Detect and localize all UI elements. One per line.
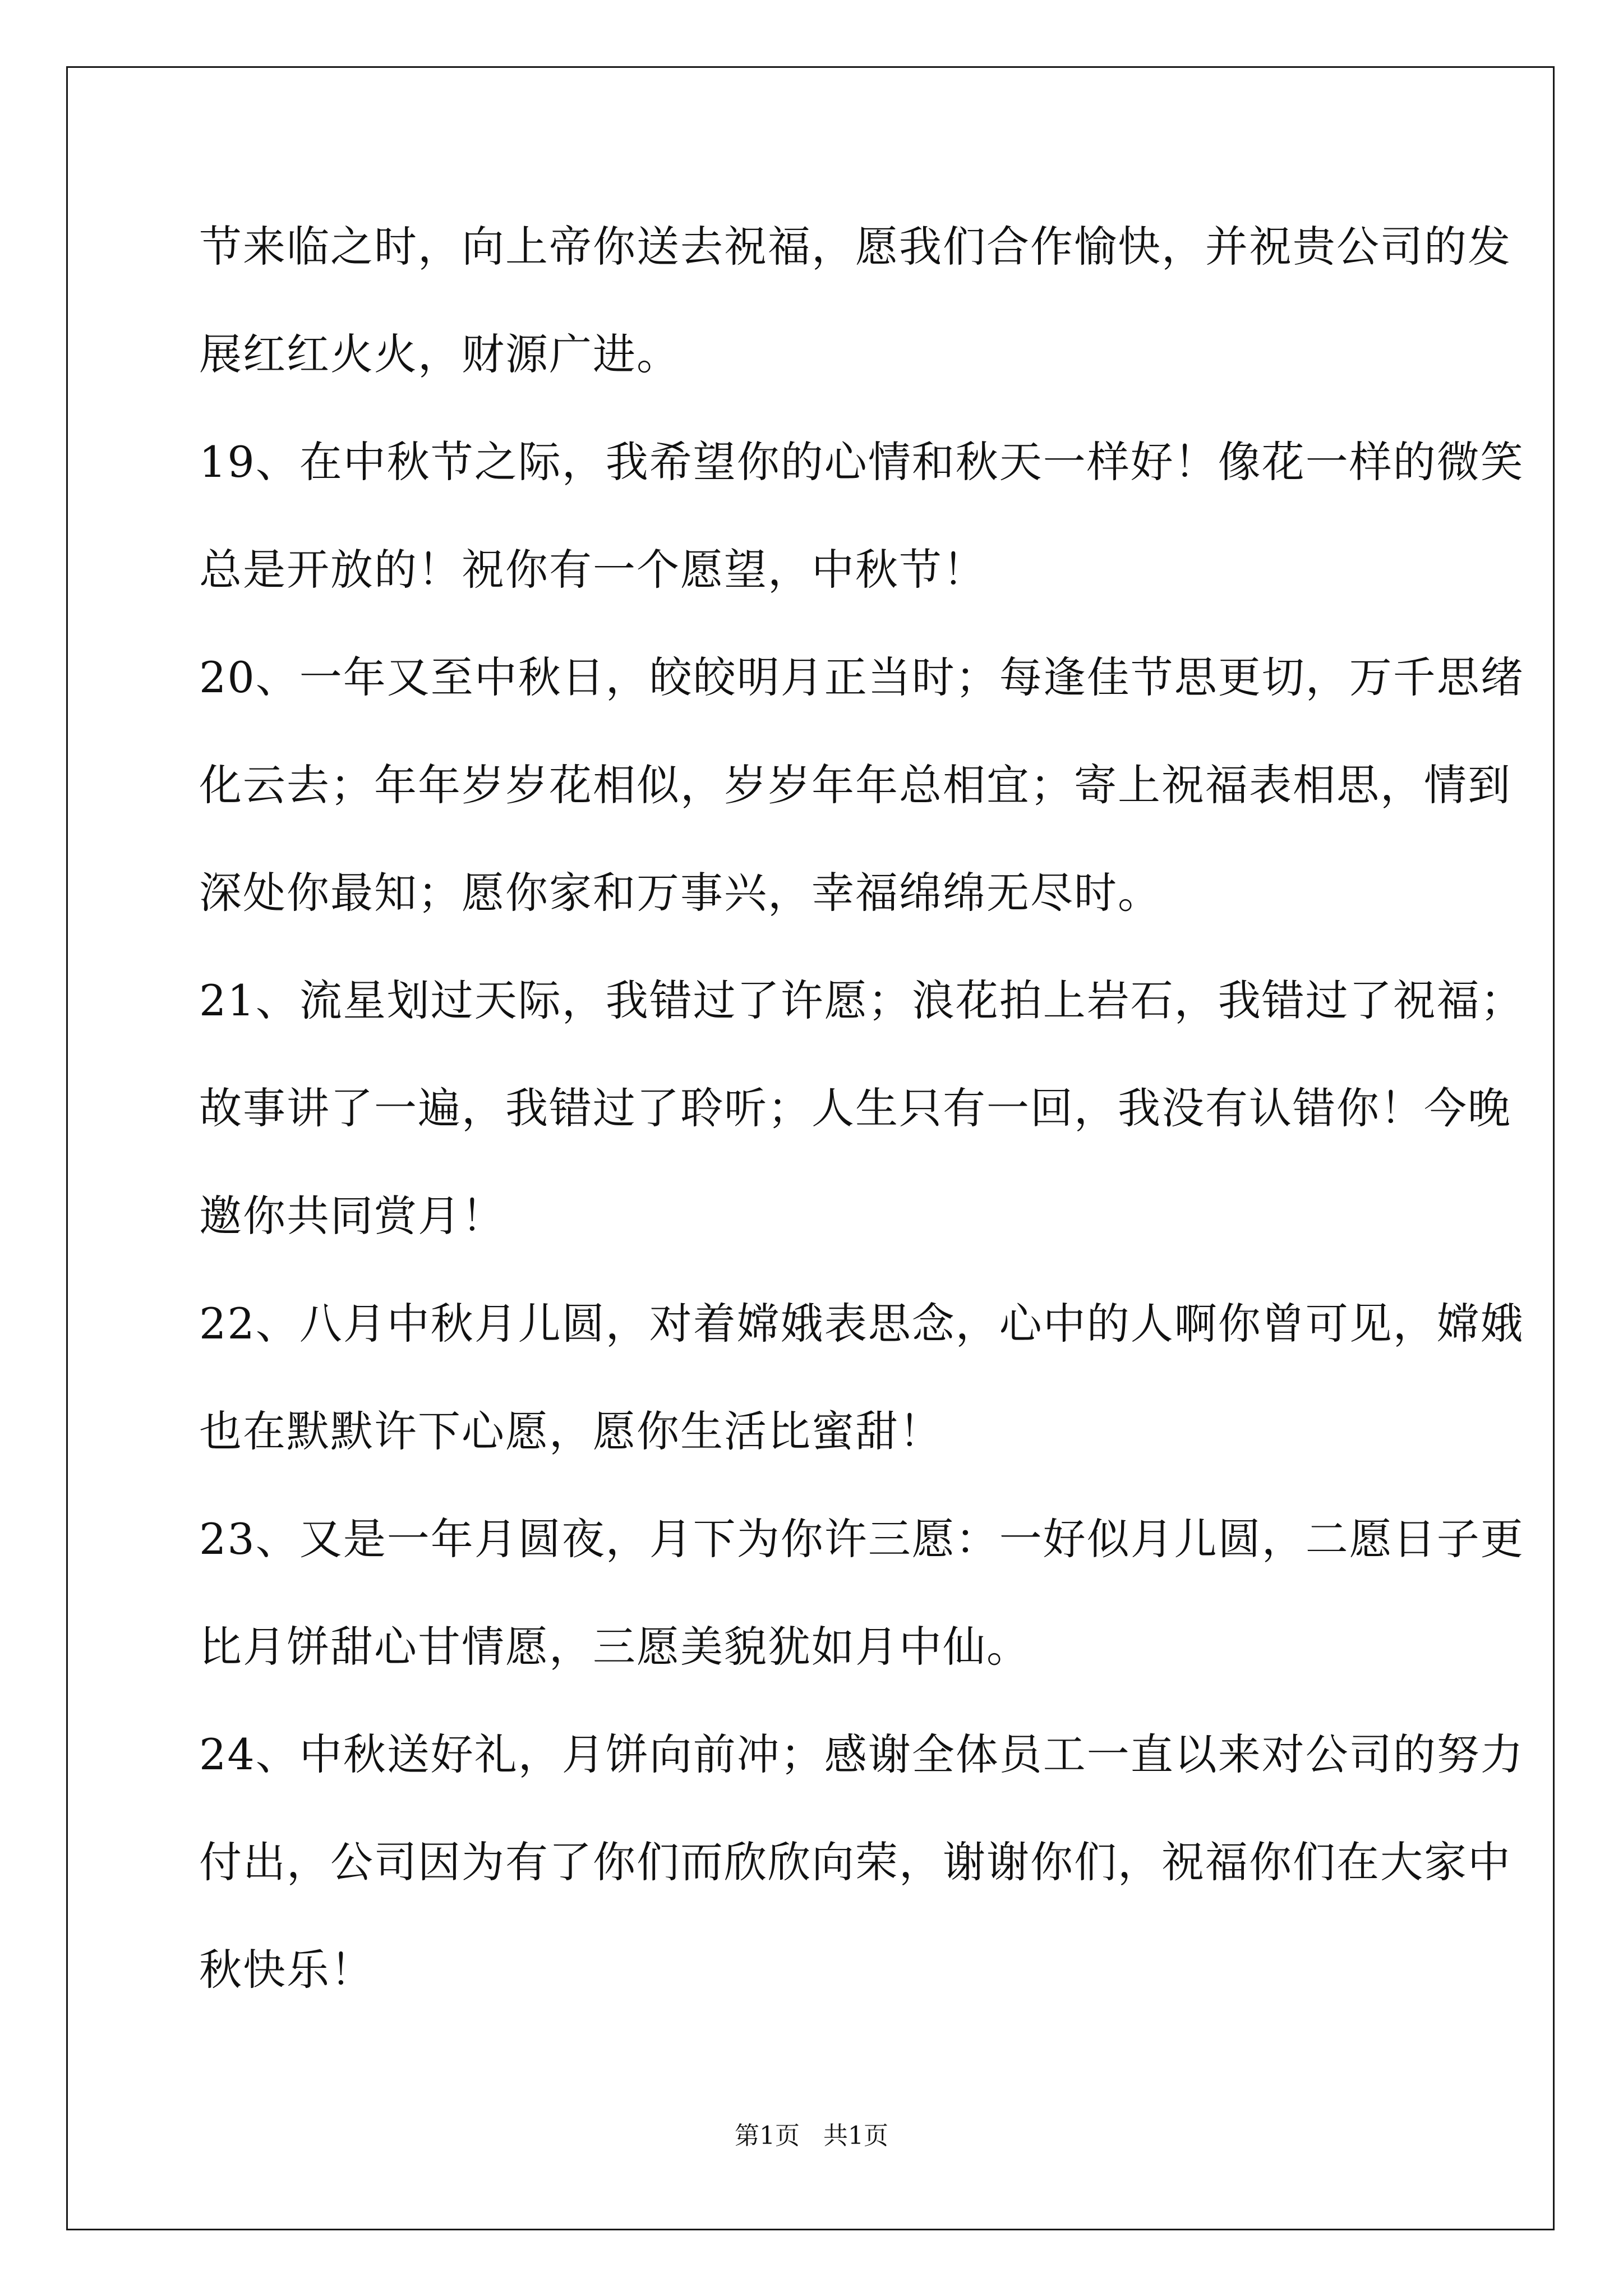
text-line: 故事讲了一遍，我错过了聆听；人生只有一回，我没有认错你！今晚 (199, 1083, 1511, 1133)
text-line: 化云去；年年岁岁花相似，岁岁年年总相宜；寄上祝福表相思，情到 (199, 760, 1511, 810)
page-number-footer: 第1页 共1页 (735, 2122, 888, 2150)
text-line: 展红红火火，财源广进。 (199, 329, 680, 379)
text-line: 21、流星划过天际，我错过了许愿；浪花拍上岩石，我错过了祝福； (199, 976, 1524, 1025)
text-line: 付出，公司因为有了你们而欣欣向荣，谢谢你们，祝福你们在大家中 (199, 1837, 1511, 1887)
text-line: 19、在中秋节之际，我希望你的心情和秋天一样好！像花一样的微笑 (199, 437, 1524, 487)
text-line: 深处你最知；愿你家和万事兴，幸福绵绵无尽时。 (199, 868, 1161, 918)
text-line: 比月饼甜心甘情愿，三愿美貌犹如月中仙。 (199, 1622, 1030, 1672)
text-line: 22、八月中秋月儿圆，对着嫦娥表思念，心中的人啊你曾可见，嫦娥 (199, 1299, 1524, 1349)
text-line: 23、又是一年月圆夜，月下为你许三愿：一好似月儿圆，二愿日子更 (199, 1514, 1524, 1564)
text-line: 秋快乐！ (199, 1945, 374, 1995)
document-body (199, 213, 1524, 2044)
text-line: 邀你共同赏月！ (199, 1191, 505, 1241)
text-line: 总是开放的！祝你有一个愿望，中秋节！ (199, 545, 986, 595)
text-line: 也在默默许下心愿，愿你生活比蜜甜！ (199, 1406, 943, 1456)
text-line: 24、中秋送好礼，月饼向前冲；感谢全体员工一直以来对公司的努力 (199, 1729, 1524, 1779)
text-line: 20、一年又至中秋日，皎皎明月正当时；每逢佳节思更切，万千思绪 (199, 652, 1524, 702)
text-line: 节来临之时，向上帝你送去祝福，愿我们合作愉快，并祝贵公司的发 (199, 222, 1511, 272)
